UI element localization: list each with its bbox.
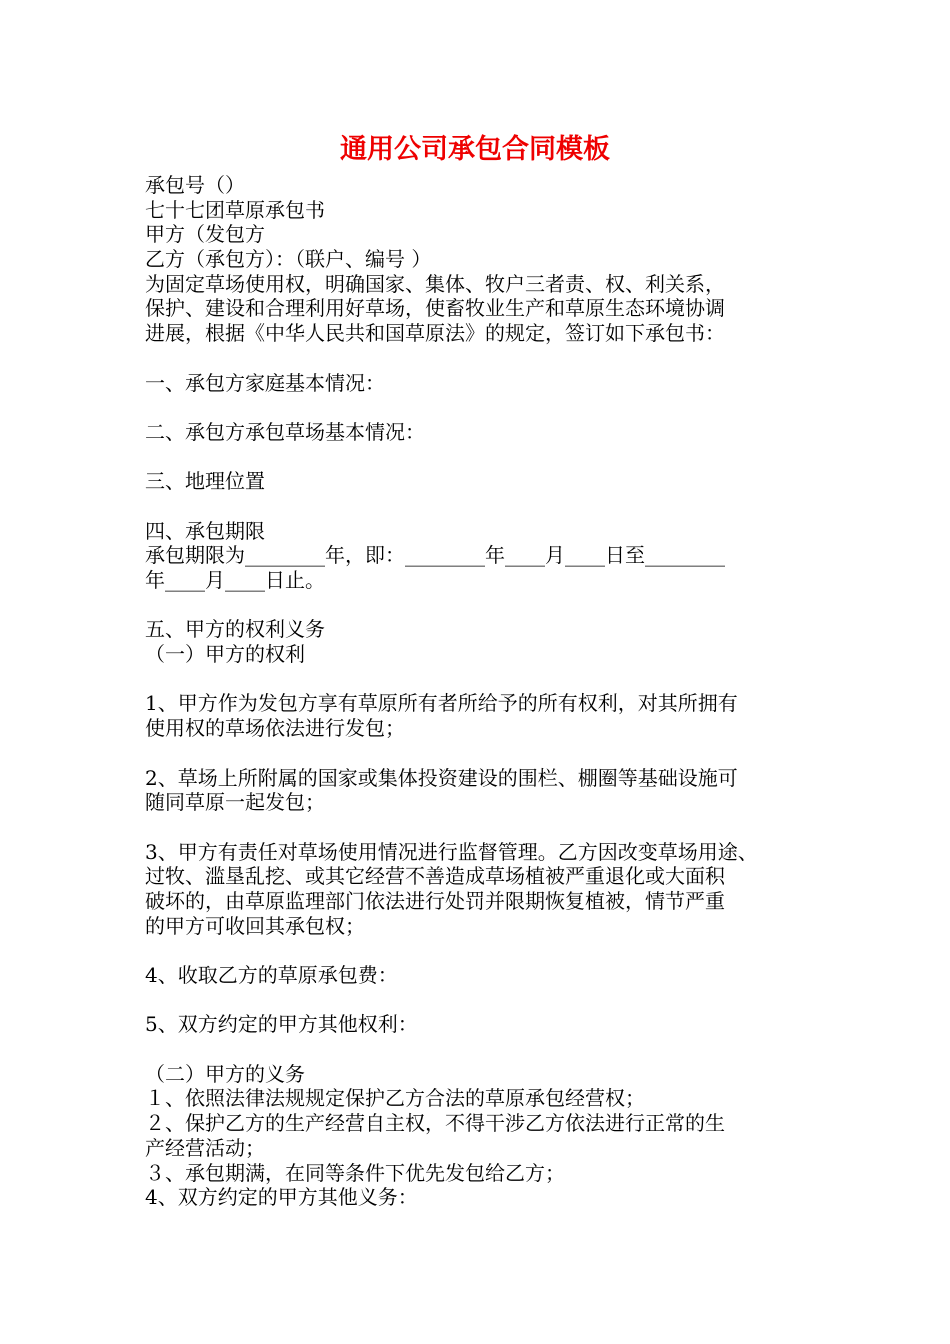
text-line: 三、地理位置 <box>145 469 265 494</box>
text-line: 七十七团草原承包书 <box>145 197 325 222</box>
blank-line <box>145 938 815 963</box>
text-line: 为固定草场使用权，明确国家、集体、牧户三者责、权、利关系， <box>145 271 725 296</box>
text-line: 乙方（承包方）：（联户、编号 ） <box>145 247 432 272</box>
blank-line <box>145 593 815 618</box>
text-line: 保护、建设和合理利用好草场，使畜牧业生产和草原生态环境协调 <box>145 296 725 321</box>
blank-line <box>145 494 815 519</box>
text-line: 2、草场上所附属的国家或集体投资建设的围栏、棚圈等基础设施可 <box>145 765 738 790</box>
text-line: （一）甲方的权利 <box>145 642 305 667</box>
text-line: 3、甲方有责任对草场使用情况进行监督管理。乙方因改变草场用途、 <box>145 839 758 864</box>
text-line: 4、双方约定的甲方其他义务： <box>145 1185 418 1210</box>
text-line: 过牧、滥垦乱挖、或其它经营不善造成草场植被严重退化或大面积 <box>145 864 725 889</box>
document-body <box>145 173 815 1210</box>
text-line: 1、甲方作为发包方享有草原所有者所给予的所有权利，对其所拥有 <box>145 691 738 716</box>
text-line: ３、承包期满，在同等条件下优先发包给乙方； <box>145 1160 565 1185</box>
blank-line <box>145 445 815 470</box>
blank-line <box>145 1037 815 1062</box>
text-line: 使用权的草场依法进行发包； <box>145 716 405 741</box>
text-line: 5、双方约定的甲方其他权利： <box>145 1012 418 1037</box>
text-line: 进展，根据《中华人民共和国草原法》的规定，签订如下承包书： <box>145 321 725 346</box>
blank-line <box>145 988 815 1013</box>
text-line: 4、收取乙方的草原承包费： <box>145 963 398 987</box>
blank-line <box>145 815 815 840</box>
text-line: １、依照法律法规规定保护乙方合法的草原承包经营权； <box>145 1086 645 1111</box>
text-line: （二）甲方的义务 <box>145 1061 305 1086</box>
text-line: 承包期限为________年，即：________年____月____日至________ <box>145 543 725 568</box>
document-title: 通用公司承包合同模板 <box>340 134 610 165</box>
text-line: 随同草原一起发包； <box>145 790 325 815</box>
text-line: 二、承包方承包草场基本情况： <box>145 419 425 444</box>
text-line: 五、甲方的权利义务 <box>145 617 325 642</box>
text-line: 一、承包方家庭基本情况： <box>145 370 385 395</box>
text-line: ２、保护乙方的生产经营自主权，不得干涉乙方依法进行正常的生 <box>145 1111 725 1136</box>
text-line: 的甲方可收回其承包权； <box>145 913 365 938</box>
blank-line <box>145 346 815 371</box>
text-line: 破坏的，由草原监理部门依法进行处罚并限期恢复植被，情节严重 <box>145 888 725 913</box>
blank-line <box>145 395 815 420</box>
blank-line <box>145 667 815 692</box>
text-line: 四、承包期限 <box>145 518 265 543</box>
text-line: 承包号（） <box>145 173 245 197</box>
blank-line <box>145 741 815 766</box>
text-line: 甲方（发包方 <box>145 222 265 247</box>
text-line: 年____月____日止。 <box>145 568 325 592</box>
text-line: 产经营活动； <box>145 1135 265 1160</box>
